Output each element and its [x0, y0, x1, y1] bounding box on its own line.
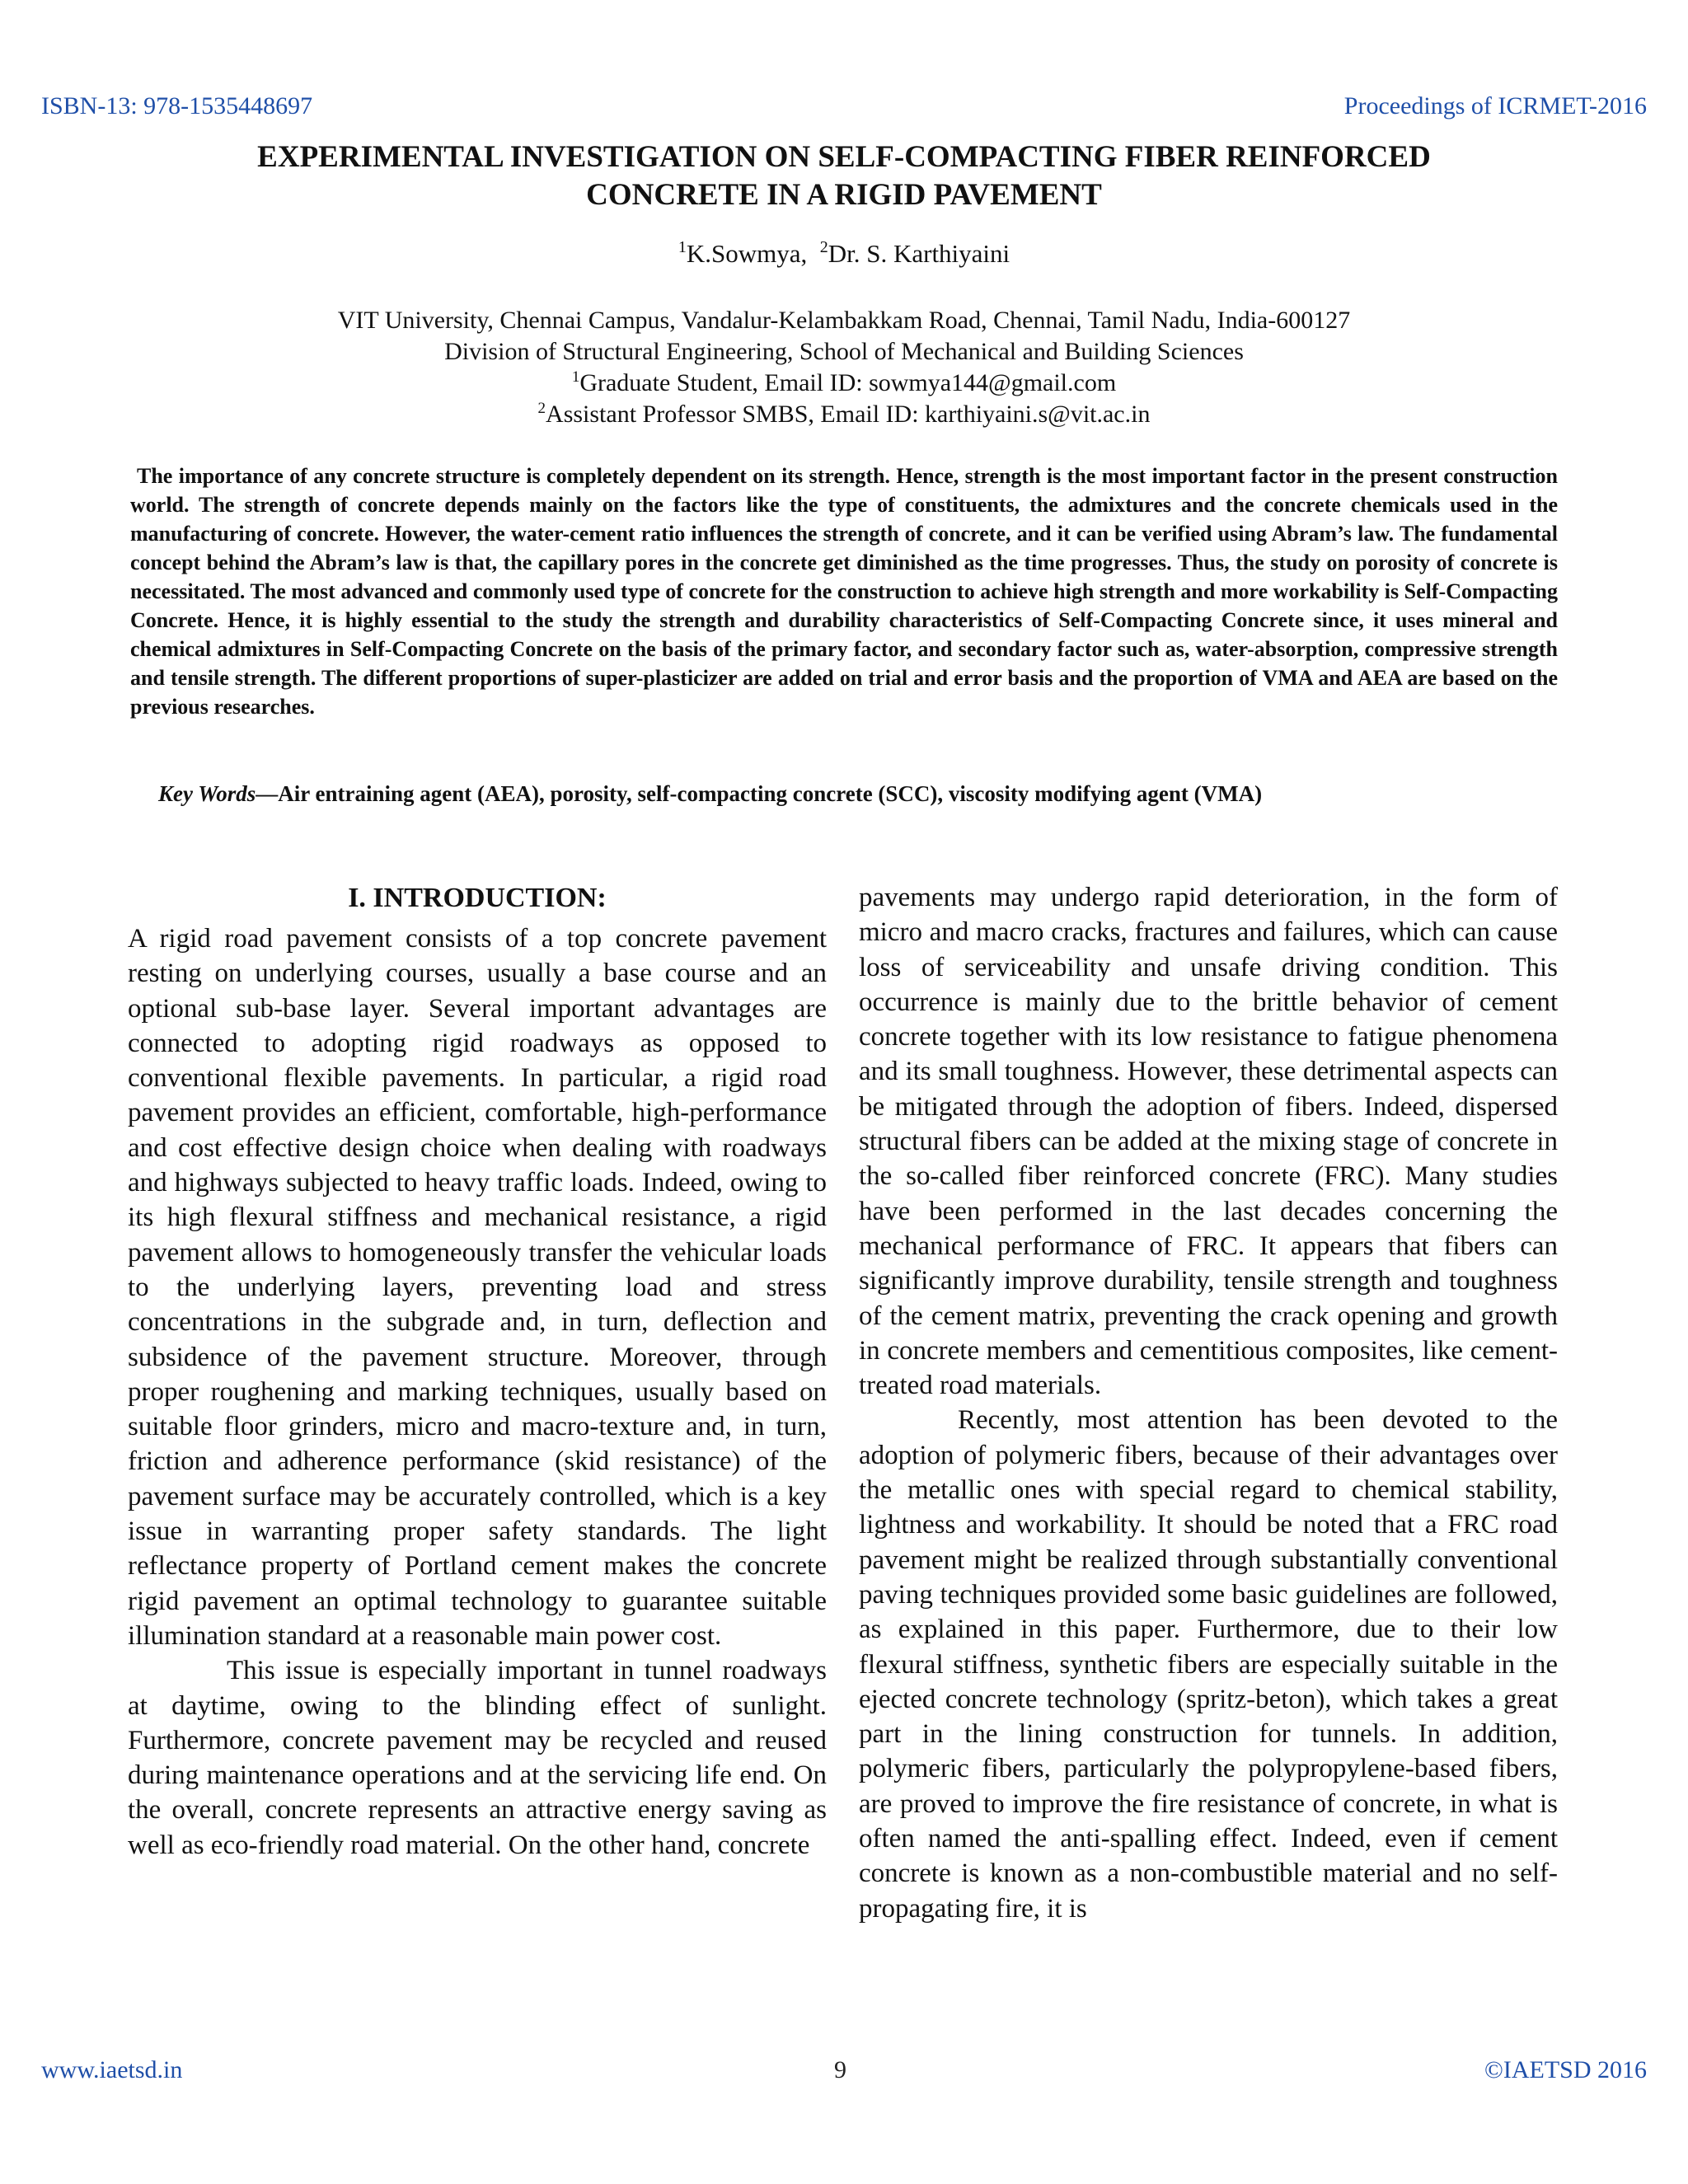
affiliation-university: VIT University, Chennai Campus, Vandalur-Kelambakkam Road, Chennai, Tamil Nadu, India-600127 — [337, 307, 1351, 334]
abstract: The importance of any concrete structure is completely dependent on its strength. Hence, strength is the most important factor in the present construction world. The strength of concrete depends mainly on the factors like the type of constituents, the admixtures and the concrete chemicals used in the manufacturing of concrete. However, the water-cement ratio influences the strength of concrete, and it can be verified using Abram’s law. The fundamental concept behind the Abram’s law is that, the capillary pores in the concrete get diminished as the time progresses. Thus, the study on porosity of concrete is necessitated. The most advanced and commonly used type of concrete for the construction to achieve high strength and more workability is Self-Compacting Concrete. Hence, it is highly essential to the study the strength and durability characteristics of Self-Compacting Concrete since, it uses mineral and chemical admixtures in Self-Compacting Concrete on the basis of the primary factor, and secondary factor such as, water-absorption, compressive strength and tensile strength. The different proportions of super-plasticizer are added on trial and error basis and the proportion of VMA and AEA are based on the previous researches. — [130, 464, 1558, 719]
intro-paragraph-1: A rigid road pavement consists of a top concrete pavement resting on underlying courses, usually a base course and an optional sub-base layer. Several important advantages are connected to adopting rigid roadways as opposed to conventional flexible pavements. In particular, a rigid road pavement provides an efficient, comfortable, high-performance and cost effective design choice when dealing with roadways and highways subjected to heavy traffic loads. Indeed, owing to its high flexural stiffness and mechanical resistance, a rigid pavement allows to homogeneously transfer the vehicular loads to the underlying layers, preventing load and stress concentrations in the subgrade and, in turn, deflection and subsidence of the pavement structure. Moreover, through proper roughening and marking techniques, usually based on suitable floor grinders, micro and macro-texture and, in turn, friction and adherence performance (skid resistance) of the pavement surface may be accurately controlled, which is a key issue in warranting proper safety standards. The light reflectance property of Portland cement makes the concrete rigid pavement an optimal technology to guarantee suitable illumination standard at a reasonable main power cost. — [128, 924, 827, 1651]
isbn-header: ISBN-13: 978-1535448697 — [41, 92, 313, 120]
author-2-number: 2 — [819, 238, 828, 256]
keywords — [158, 781, 1559, 807]
affiliation-author-2-number: 2 — [537, 400, 546, 417]
title-line-2: CONCRETE IN A RIGID PAVEMENT — [586, 178, 1102, 212]
author-2-name: Dr. S. Karthiyaini — [828, 239, 1010, 268]
affiliation — [0, 305, 1688, 430]
affiliation-author-2-text: Assistant Professor SMBS, Email ID: karthiyaini.s@vit.ac.in — [546, 401, 1151, 428]
affiliation-division: Division of Structural Engineering, School of Mechanical and Building Sciences — [444, 338, 1244, 365]
paper-title — [124, 138, 1564, 214]
keywords-text: —Air entraining agent (AEA), porosity, self-compacting concrete (SCC), viscosity modifying agent (VMA) — [256, 781, 1263, 806]
left-column — [128, 880, 827, 1863]
copyright-footer: ©IAETSD 2016 — [1484, 2056, 1647, 2083]
title-line-1: EXPERIMENTAL INVESTIGATION ON SELF-COMPACTING FIBER REINFORCED — [257, 140, 1431, 174]
intro-paragraph-4: Recently, most attention has been devoted to the adoption of polymeric fibers, because of their advantages over the metallic ones with special regard to chemical stability, lightness and workability. It should be noted that a FRC road pavement might be realized through substantially conventional paving techniques provided some basic guidelines are followed, as explained in this paper. Furthermore, due to their low flexural stiffness, synthetic fibers are especially suitable in the ejected concrete technology (spritz-beton), which takes a great part in the lining construction for tunnels. In addition, polymeric fibers, particularly the polypropylene-based fibers, are proved to improve the fire resistance of concrete, in what is often named the anti-spalling effect. Indeed, even if cement concrete is known as a non-combustible material and no self-propagating fire, it is — [859, 1405, 1558, 1924]
affiliation-author-1-text: Graduate Student, Email ID: sowmya144@gmail.com — [579, 369, 1117, 396]
section-heading: I. INTRODUCTION: — [348, 883, 607, 913]
intro-paragraph-2: This issue is especially important in tunnel roadways at daytime, owing to the blinding effect of sunlight. Furthermore, concrete pavement may be recycled and reused during maintenance operations and at the servicing life end. On the overall, concrete represents an attractive energy saving as well as eco-friendly road material. On the other hand, concrete — [128, 1656, 827, 1860]
intro-paragraph-3: pavements may undergo rapid deterioration, in the form of micro and macro cracks, fractures and failures, which can cause loss of serviceability and unsafe driving condition. This occurrence is mainly due to the brittle behavior of cement concrete together with its low resistance to fatigue phenomena and its small toughness. However, these detrimental aspects can be mitigated through the adoption of fibers. Indeed, dispersed structural fibers can be added at the mixing stage of concrete in the so-called fiber reinforced concrete (FRC). Many studies have been performed in the last decades concerning the mechanical performance of FRC. It appears that fibers can significantly improve durability, tensile strength and toughness of the cement matrix, preventing the crack opening and growth in concrete members and cementitious composites, like cement-treated road materials. — [859, 883, 1558, 1401]
affiliation-author-2 — [0, 399, 1688, 430]
author-1-number: 1 — [678, 238, 687, 256]
page-number: 9 — [834, 2056, 846, 2083]
author-1-name: K.Sowmya, — [686, 239, 808, 268]
affiliation-author-1-number: 1 — [571, 368, 580, 386]
website-footer: www.iaetsd.in — [41, 2056, 183, 2083]
proceedings-header: Proceedings of ICRMET-2016 — [1343, 92, 1647, 120]
keywords-label: Key Words — [158, 781, 256, 806]
right-column — [859, 880, 1558, 1926]
affiliation-author-1 — [0, 368, 1688, 399]
authors — [0, 239, 1688, 269]
